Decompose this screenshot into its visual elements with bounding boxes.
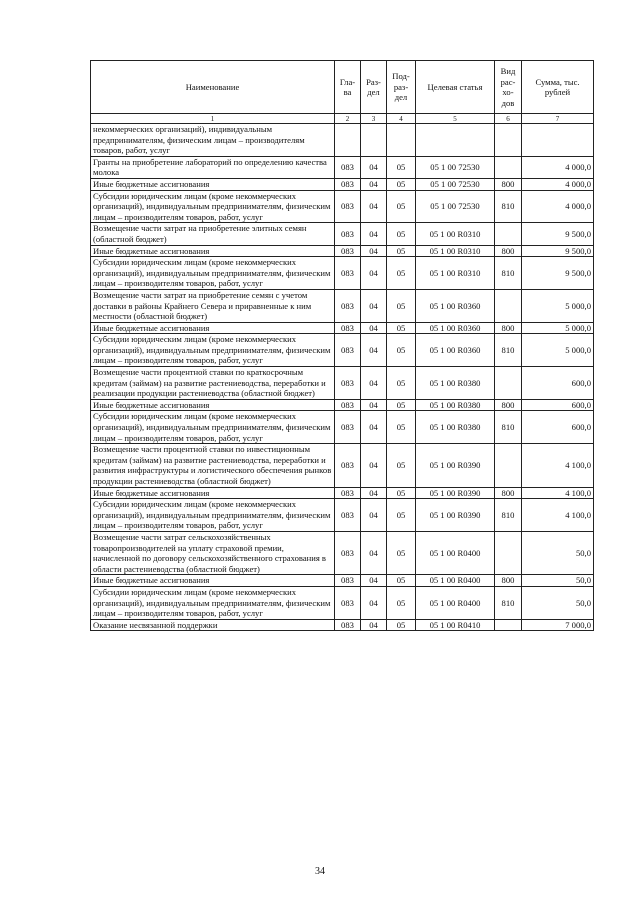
header-summa: Сумма, тыс. рублей	[522, 61, 594, 114]
cell-podrazdel: 05	[387, 619, 416, 631]
cell-statya: 05 1 00 R0390	[416, 499, 495, 532]
cell-razdel: 04	[361, 531, 387, 574]
column-number: 6	[495, 114, 522, 124]
cell-razdel: 04	[361, 444, 387, 487]
cell-name: Возмещение части затрат на приобретение семян с учетом доставки в районы Крайнего Севера и приравненные к ним местности (областной бюджет)	[91, 289, 335, 322]
cell-glava: 083	[335, 289, 361, 322]
cell-statya: 05 1 00 R0400	[416, 586, 495, 619]
header-name: Наименование	[91, 61, 335, 114]
table-row	[91, 190, 594, 223]
cell-name: Иные бюджетные ассигнования	[91, 575, 335, 587]
cell-glava: 083	[335, 444, 361, 487]
header-glava: Гла-ва	[335, 61, 361, 114]
cell-summa: 600,0	[522, 367, 594, 400]
cell-summa: 50,0	[522, 575, 594, 587]
cell-razdel: 04	[361, 322, 387, 334]
table-row	[91, 156, 594, 178]
budget-table	[90, 60, 594, 631]
cell-razdel	[361, 124, 387, 157]
cell-name: Субсидии юридическим лицам (кроме некоммерческих организаций), индивидуальным предпринимателям, физическим лицам – производителям товаров, работ, услуг	[91, 499, 335, 532]
cell-razdel: 04	[361, 399, 387, 411]
header-row	[91, 61, 594, 114]
column-number: 3	[361, 114, 387, 124]
cell-podrazdel: 05	[387, 156, 416, 178]
cell-statya: 05 1 00 R0360	[416, 289, 495, 322]
cell-podrazdel: 05	[387, 499, 416, 532]
cell-glava: 083	[335, 487, 361, 499]
table-row	[91, 334, 594, 367]
cell-statya	[416, 124, 495, 157]
cell-name: некоммерческих организаций), индивидуальным предпринимателям, физическим лицам – производителям товаров, работ, услуг	[91, 124, 335, 157]
cell-podrazdel: 05	[387, 245, 416, 257]
cell-razdel: 04	[361, 190, 387, 223]
cell-statya: 05 1 00 R0390	[416, 444, 495, 487]
column-number: 1	[91, 114, 335, 124]
cell-vid	[495, 531, 522, 574]
table-row	[91, 245, 594, 257]
table-row	[91, 289, 594, 322]
cell-name: Субсидии юридическим лицам (кроме некоммерческих организаций), индивидуальным предпринимателям, физическим лицам – производителям товаров, работ, услуг	[91, 586, 335, 619]
cell-podrazdel: 05	[387, 487, 416, 499]
cell-name: Иные бюджетные ассигнования	[91, 245, 335, 257]
cell-name: Возмещение части процентной ставки по инвестиционным кредитам (займам) на развитие растениеводства, переработки и развития инфраструктуры и логистического обеспечения рынков продукции растениеводства (областной бюджет)	[91, 444, 335, 487]
cell-statya: 05 1 00 R0380	[416, 367, 495, 400]
cell-summa: 50,0	[522, 586, 594, 619]
cell-podrazdel: 05	[387, 322, 416, 334]
cell-vid	[495, 223, 522, 245]
cell-vid: 800	[495, 245, 522, 257]
cell-summa: 5 000,0	[522, 289, 594, 322]
cell-statya: 05 1 00 R0310	[416, 223, 495, 245]
table-row	[91, 487, 594, 499]
cell-name: Иные бюджетные ассигнования	[91, 487, 335, 499]
cell-statya: 05 1 00 72530	[416, 190, 495, 223]
cell-razdel: 04	[361, 334, 387, 367]
table-row	[91, 223, 594, 245]
cell-podrazdel: 05	[387, 531, 416, 574]
cell-razdel: 04	[361, 367, 387, 400]
cell-podrazdel: 05	[387, 411, 416, 444]
column-number: 7	[522, 114, 594, 124]
cell-summa: 7 000,0	[522, 619, 594, 631]
table-row	[91, 586, 594, 619]
cell-name: Иные бюджетные ассигнования	[91, 399, 335, 411]
cell-razdel: 04	[361, 575, 387, 587]
cell-glava: 083	[335, 619, 361, 631]
cell-glava: 083	[335, 367, 361, 400]
table-row	[91, 178, 594, 190]
cell-statya: 05 1 00 R0410	[416, 619, 495, 631]
cell-glava: 083	[335, 531, 361, 574]
cell-razdel: 04	[361, 289, 387, 322]
cell-razdel: 04	[361, 257, 387, 290]
cell-statya: 05 1 00 72530	[416, 178, 495, 190]
cell-vid: 810	[495, 190, 522, 223]
column-number: 2	[335, 114, 361, 124]
cell-statya: 05 1 00 R0360	[416, 322, 495, 334]
cell-name: Возмещение части процентной ставки по краткосрочным кредитам (займам) на развитие растениеводства, переработки и реализации продукции растениеводства (областной бюджет)	[91, 367, 335, 400]
cell-razdel: 04	[361, 487, 387, 499]
cell-name: Иные бюджетные ассигнования	[91, 322, 335, 334]
cell-podrazdel: 05	[387, 178, 416, 190]
cell-summa: 4 000,0	[522, 178, 594, 190]
cell-summa: 50,0	[522, 531, 594, 574]
cell-vid: 810	[495, 499, 522, 532]
page-number: 34	[315, 866, 325, 877]
cell-glava: 083	[335, 586, 361, 619]
cell-name: Субсидии юридическим лицам (кроме некоммерческих организаций), индивидуальным предпринимателям, физическим лицам – производителям товаров, работ, услуг	[91, 257, 335, 290]
cell-summa: 4 100,0	[522, 444, 594, 487]
cell-summa: 9 500,0	[522, 223, 594, 245]
cell-razdel: 04	[361, 411, 387, 444]
table-row	[91, 322, 594, 334]
cell-summa: 9 500,0	[522, 257, 594, 290]
cell-podrazdel: 05	[387, 367, 416, 400]
cell-razdel: 04	[361, 245, 387, 257]
cell-podrazdel: 05	[387, 190, 416, 223]
cell-summa: 5 000,0	[522, 322, 594, 334]
cell-vid: 800	[495, 487, 522, 499]
cell-glava: 083	[335, 399, 361, 411]
cell-podrazdel: 05	[387, 257, 416, 290]
cell-name: Иные бюджетные ассигнования	[91, 178, 335, 190]
cell-razdel: 04	[361, 619, 387, 631]
column-number-row	[91, 114, 594, 124]
header-podrazdel: Под-раз-дел	[387, 61, 416, 114]
cell-summa: 4 100,0	[522, 499, 594, 532]
column-number: 5	[416, 114, 495, 124]
cell-glava: 083	[335, 499, 361, 532]
cell-vid	[495, 619, 522, 631]
cell-vid	[495, 156, 522, 178]
table-row	[91, 411, 594, 444]
table-row	[91, 367, 594, 400]
cell-statya: 05 1 00 72530	[416, 156, 495, 178]
cell-razdel: 04	[361, 499, 387, 532]
table-row	[91, 499, 594, 532]
cell-summa	[522, 124, 594, 157]
cell-razdel: 04	[361, 156, 387, 178]
cell-glava: 083	[335, 411, 361, 444]
cell-razdel: 04	[361, 223, 387, 245]
cell-vid: 800	[495, 322, 522, 334]
cell-glava: 083	[335, 223, 361, 245]
cell-podrazdel: 05	[387, 444, 416, 487]
cell-podrazdel: 05	[387, 575, 416, 587]
cell-name: Субсидии юридическим лицам (кроме некоммерческих организаций), индивидуальным предпринимателям, физическим лицам – производителям товаров, работ, услуг	[91, 190, 335, 223]
cell-glava: 083	[335, 190, 361, 223]
cell-summa: 600,0	[522, 399, 594, 411]
cell-vid	[495, 367, 522, 400]
table-row	[91, 124, 594, 157]
table-row	[91, 399, 594, 411]
cell-vid	[495, 444, 522, 487]
cell-statya: 05 1 00 R0360	[416, 334, 495, 367]
table-body	[91, 124, 594, 631]
table-row	[91, 444, 594, 487]
cell-podrazdel: 05	[387, 586, 416, 619]
cell-name: Возмещение части затрат на приобретение элитных семян (областной бюджет)	[91, 223, 335, 245]
cell-glava	[335, 124, 361, 157]
cell-glava: 083	[335, 334, 361, 367]
column-number: 4	[387, 114, 416, 124]
cell-glava: 083	[335, 178, 361, 190]
table-row	[91, 531, 594, 574]
cell-podrazdel: 05	[387, 223, 416, 245]
cell-glava: 083	[335, 322, 361, 334]
cell-summa: 9 500,0	[522, 245, 594, 257]
header-razdel: Раз-дел	[361, 61, 387, 114]
cell-vid: 800	[495, 399, 522, 411]
cell-vid: 810	[495, 586, 522, 619]
cell-summa: 5 000,0	[522, 334, 594, 367]
header-vid: Вид рас-хо-дов	[495, 61, 522, 114]
cell-razdel: 04	[361, 178, 387, 190]
cell-vid: 810	[495, 334, 522, 367]
cell-podrazdel: 05	[387, 399, 416, 411]
cell-statya: 05 1 00 R0380	[416, 399, 495, 411]
table-row	[91, 257, 594, 290]
cell-statya: 05 1 00 R0310	[416, 245, 495, 257]
cell-name: Гранты на приобретение лабораторий по определению качества молока	[91, 156, 335, 178]
cell-statya: 05 1 00 R0390	[416, 487, 495, 499]
cell-statya: 05 1 00 R0380	[416, 411, 495, 444]
cell-podrazdel: 05	[387, 334, 416, 367]
cell-razdel: 04	[361, 586, 387, 619]
cell-name: Субсидии юридическим лицам (кроме некоммерческих организаций), индивидуальным предпринимателям, физическим лицам – производителям товаров, работ, услуг	[91, 411, 335, 444]
cell-podrazdel: 05	[387, 289, 416, 322]
cell-name: Субсидии юридическим лицам (кроме некоммерческих организаций), индивидуальным предпринимателям, физическим лицам – производителям товаров, работ, услуг	[91, 334, 335, 367]
cell-glava: 083	[335, 257, 361, 290]
cell-summa: 4 000,0	[522, 156, 594, 178]
cell-summa: 600,0	[522, 411, 594, 444]
cell-podrazdel	[387, 124, 416, 157]
cell-vid: 800	[495, 178, 522, 190]
cell-vid: 800	[495, 575, 522, 587]
cell-vid: 810	[495, 411, 522, 444]
cell-summa: 4 000,0	[522, 190, 594, 223]
cell-glava: 083	[335, 156, 361, 178]
cell-statya: 05 1 00 R0400	[416, 531, 495, 574]
cell-name: Оказание несвязанной поддержки	[91, 619, 335, 631]
cell-name: Возмещение части затрат сельскохозяйственных товаропроизводителей на уплату страховой премии, начисленной по договору сельскохозяйственного страхования в области растениеводства (областной бюджет)	[91, 531, 335, 574]
cell-statya: 05 1 00 R0400	[416, 575, 495, 587]
cell-summa: 4 100,0	[522, 487, 594, 499]
table-row	[91, 575, 594, 587]
cell-vid	[495, 289, 522, 322]
cell-vid	[495, 124, 522, 157]
header-statya: Целевая статья	[416, 61, 495, 114]
cell-statya: 05 1 00 R0310	[416, 257, 495, 290]
cell-vid: 810	[495, 257, 522, 290]
cell-glava: 083	[335, 245, 361, 257]
table-row	[91, 619, 594, 631]
cell-glava: 083	[335, 575, 361, 587]
